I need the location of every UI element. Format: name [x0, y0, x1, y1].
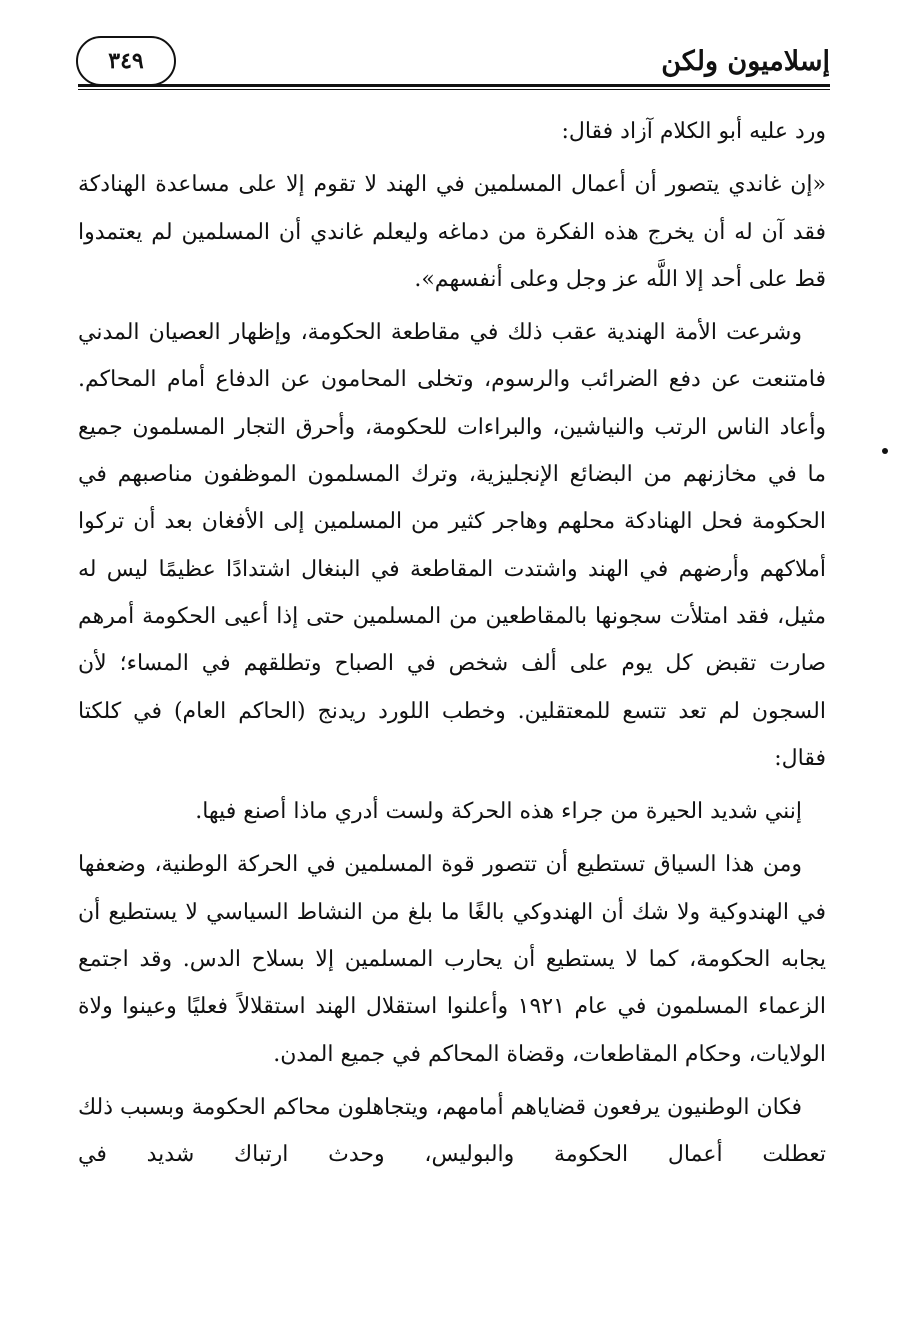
header-rule-thick: [78, 84, 830, 87]
running-title: إسلاميون ولكن: [661, 46, 830, 77]
paragraph-courts: فكان الوطنيون يرفعون قضاياهم أمامهم، ويتجاهلون محاكم الحكومة وبسبب ذلك تعطلت أعمال الحكومة والبوليس، وحدث ارتباك شديد في: [78, 1094, 826, 1168]
paragraph-reading-quote: إنني شديد الحيرة من جراء هذه الحركة ولست أدري ماذا أصنع فيها.: [195, 799, 802, 825]
paragraph-boycott: وشرعت الأمة الهندية عقب ذلك في مقاطعة الحكومة، وإظهار العصيان المدني فامتنعت عن دفع الضرائب والرسوم، وتخلى المحامون عن الدفاع أمام المحاكم. وأعاد الناس الرتب والنياشين، والبراءات للحكومة، وأحرق التجار المسلمون جميع ما في مخازنهم من البضائع الإنجليزية، وترك المسلمون الموظفون مناصبهم في الحكومة فحل الهنادكة محلهم وهاجر كثير من المسلمين إلى الأفغان بعد أن تركوا أملاكهم وأرضهم في الهند واشتدت المقاطعة في البنغال اشتدادًا عظيمًا ليس له مثيل، فقد امتلأت سجونها بالمقاطعين من المسلمين حتى إذا أعيى الحكومة أمرهم صارت تقبض كل يوم على ألف شخص في الصباح وتطلقهم في المساء؛ لأن السجون لم تعد تتسع للمعتقلين. وخطب اللورد ريدنج (الحاكم العام) في كلكتا فقال:: [78, 320, 826, 771]
header-rule-thin: [78, 89, 830, 90]
page-number: ٣٤٩: [108, 48, 144, 74]
body-text: [78, 108, 826, 1179]
page-header: [70, 32, 830, 92]
page-number-frame: [76, 36, 176, 86]
paragraph-quote: «إن غاندي يتصور أن أعمال المسلمين في الهند لا تقوم إلا على مساعدة الهنادكة فقد آن له أن يخرج هذه الفكرة من دماغه وليعلم غاندي أن المسلمين لم يعتمدوا قط على أحد إلا اللَّه عز وجل وعلى أنفسهم».: [78, 172, 826, 292]
paragraph-independence: ومن هذا السياق تستطيع أن تتصور قوة المسلمين في الحركة الوطنية، وضعفها في الهندوكية ولا شك أن الهندوكي بالغًا ما بلغ من النشاط السياسي لا يستطيع أن يجابه الحكومة، كما لا يستطيع أن يحارب المسلمين إلا بسلاح الدس. وقد اجتمع الزعماء المسلمون في عام ١٩٢١ وأعلنوا استقلال الهند استقلالاً فعليًا وعينوا ولاة الولايات، وحكام المقاطعات، وقضاة المحاكم في جميع المدن.: [78, 852, 826, 1067]
margin-dot: [882, 448, 888, 454]
paragraph-intro: ورد عليه أبو الكلام آزاد فقال:: [561, 119, 826, 144]
